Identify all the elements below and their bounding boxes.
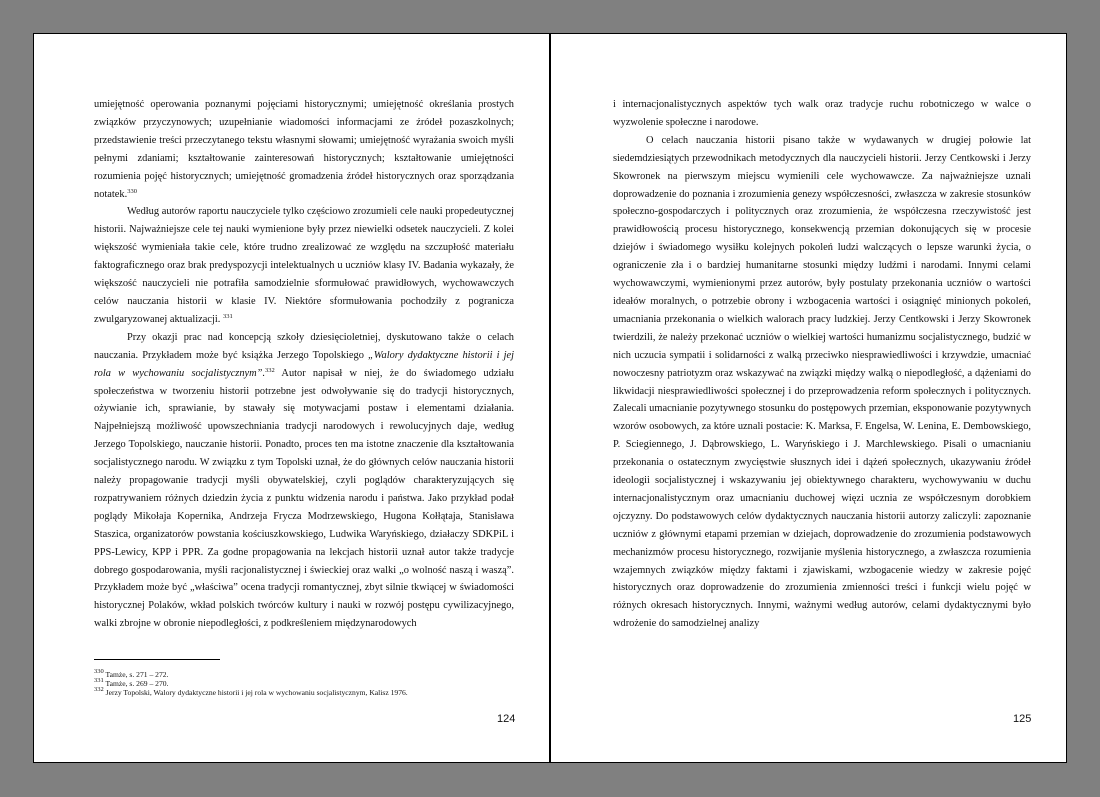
text-run: Autor napisał w niej, że do świadomego udziału społeczeństwa w tworzeniu historii potrzebne jest odwoływanie się do tradycji historycznych, ożywianie ich, sprawianie, by stawały się motywacjami postaw i elementami działania. Najpełniejszą możliwość upowszechniania tradycji narodowych i rewolucyjnych daje, według Jerzego Topolskiego, nauczanie historii. Ponadto, proces ten ma istotne znaczenie dla kształtowania socjalistycznego narodu. W związku z tym Topolski uznał, że do głównych celów nauczania historii należy propagowanie tradycji myśli obywatelskiej, czyli poglądów charakteryzujących się rozpatrywaniem różnych dziedzin życia z punktu widzenia narodu i państwa. Jako przykład podał poglądy Mikołaja Kopernika, Andrzeja Frycza Modrzewskiego, Hugona Kołłątaja, Stanisława Staszica, organizatorów powstania kościuszkowskiego, Ludwika Waryńskiego, działaczy SDKPiL i PPS-Lewicy, KPP i PPR. Za godne propagowania na lekcjach historii uznał autor także tradycje dobrego gospodarowania, myśli racjonalistycznej i świeckiej oraz walki „o wolność naszą i waszą”. Przykładem może być „właściwa” ocena tradycji romantycznej, zbyt silnie tkwiącej w świadomości historycznej Polaków, wkład polskich twórców kultury i nauki w rozwój postępu cywilizacyjnego, walki zbrojne w obronie niepodległości, z podkreśleniem międzynarodowych — [94, 367, 514, 630]
paragraph — [94, 329, 514, 633]
left-page — [33, 33, 550, 763]
footnote: $^{330}$ Tamże, s. 271 – 272. — [94, 668, 169, 679]
text-run: umiejętność operowania poznanymi pojęciami historycznymi; umiejętność określania prostych związków przyczynowych; uzupełnianie wiadomości informacjami ze źródeł pozaszkolnych; przedstawienie treści przeczytanego tekstu własnymi słowami; umiejętność wyrażania swoich myśli pełnymi zdaniami; kształtowanie zainteresowań historycznych; kształtowanie umiejętności rozumienia pojęć historycznych; umiejętność gromadzenia źródeł historycznych oraz sporządzania notatek. — [94, 99, 514, 200]
text-run: O celach nauczania historii pisano także w wydawanych w drugiej połowie lat siedemdziesiątych przewodnikach metodycznych dla nauczycieli historii. Jerzy Centkowski i Jerzy Skowronek na pierwszym miejscu wymienili cele wychowawcze. Za najważniejsze uznali doprowadzenie do poznania i zrozumienia genezy współczesności, zwłaszcza w zakresie stosunków społeczno-gospodarczych i politycznych oraz zrozumienia, że współczesna rzeczywistość jest prawidłowością procesu historycznego, konsekwencją przemian dokonujących się w procesie dziejów i świadomego wysiłku kolejnych pokoleń ludzi walczących o lepsze warunki życia, o ograniczenie zła i o bardziej humanitarne stosunki między ludźmi i narodami. Innymi celami wychowawczymi, wymienionymi przez autorów, były postulaty przekonania uczniów o wartości ideałów moralnych, o potrzebie obrony i wzbogacenia wartości i osiągnięć minionych pokoleń, umacniania przekonania o wielkich walorach pracy ludzkiej. Jerzy Centkowski i Jerzy Skowronek twierdzili, że należy przekonać uczniów o wielkiej wartości humanizmu socjalistycznego, budzić w nich uczucia sympatii i solidarności z walką przeciwko niesprawiedliwości i krzywdzie, umacniać nowoczesny patriotyzm oraz wskazywać na związki między walką o niepodległość, a dążeniami do likwidacji niesprawiedliwości społecznej i do przeprowadzenia reform społecznych i politycznych. Zalecali umacnianie pozytywnego stosunku do postępowych przemian, eksponowanie pozytywnych wzorów osobowych, za które uznali postacie: K. Marksa, F. Engelsa, W. Lenina, E. Dembowskiego, P. Sciegiennego, J. Dąbrowskiego, L. Waryńskiego i J. Marchlewskiego. Pisali o umacnianiu przekonania o ostatecznym zwycięstwie słusznych idei i dążeń społecznych, ukazywaniu źródeł ideologii socjalistycznej i wskazywaniu jej obiektywnego charakteru, wychowywaniu w duchu internacjonalistycznym oraz umacnianiu duchowej więzi ucznia ze współczesnym dorobkiem ojczyzny. Do podstawowych celów dydaktycznych nauczania historii autorzy zaliczyli: zapoznanie uczniów z głównymi etapami przemian w dziejach, doprowadzenie do zrozumienia podstawowych mechanizmów procesu historycznego, rozwijanie myślenia historycznego, a zwłaszcza rozumienia wzajemnych związków między faktami i zjawiskami, wzbogacenie wiedzy w zakresie pojęć historycznych oraz doprowadzenie do zrozumienia zmienności treści i funkcji wielu pojęć w różnych okresach historycznych. Innymi, ważnymi według autorów, celami dydaktycznymi było wdrożenie do samodzielnej analizy — [613, 134, 1031, 630]
paragraph — [94, 96, 514, 203]
paragraph — [94, 203, 514, 328]
text-run: i internacjonalistycznych aspektów tych walk oraz tradycje ruchu robotniczego w walce o wyzwolenie społeczne i narodowe. — [613, 99, 1031, 128]
page-number: 124 — [497, 713, 516, 725]
footnote-reference: 332 — [265, 366, 275, 374]
text-run: Przy okazji prac nad koncepcją szkoły dziesięcioletniej, dyskutowano także o celach nauczania. Przykładem może być książka Jerzego Topolskiego — [94, 331, 514, 361]
book-title: „Walory dydaktyczne historii i jej rola w wychowaniu socjalistycznym”. — [94, 349, 514, 379]
page-number: 125 — [1013, 713, 1032, 725]
footnote-divider — [94, 659, 220, 660]
right-page-body-text — [613, 96, 1031, 633]
footnotes — [94, 670, 534, 698]
footnote-reference: 330 — [127, 187, 137, 195]
right-page — [550, 33, 1067, 763]
paragraph — [613, 96, 1031, 132]
left-page-body-text — [94, 96, 514, 633]
footnote-reference: 331 — [222, 312, 233, 320]
footnote: $^{331}$ Tamże, s. 269 – 270. — [94, 677, 169, 689]
footnote: $^{332}$ Jerzy Topolski, Walory dydaktyczne historii i jej rola w wychowaniu socjalistycznym, Kalisz 1976. — [94, 686, 408, 698]
text-run: Według autorów raportu nauczyciele tylko częściowo zrozumieli cele nauki propedeutycznej historii. Najważniejsze cele tej nauki wymienione były przez niewielki odsetek nauczycieli. Z kolei większość wymieniała takie cele, które trudno zrealizować ze względu na szczupłość materiału faktograficznego oraz brak predyspozycji intelektualnych u uczniów klasy IV. Badania wykazały, że większość nauczycieli nie potrafiła samodzielnie sformułować prawidłowych, wychowawczych celów nauczania historii w klasie IV. Niektóre sformułowania pochodziły z pogranicza zwulgaryzowanej aktualizacji. — [94, 206, 514, 325]
paragraph — [613, 132, 1031, 633]
